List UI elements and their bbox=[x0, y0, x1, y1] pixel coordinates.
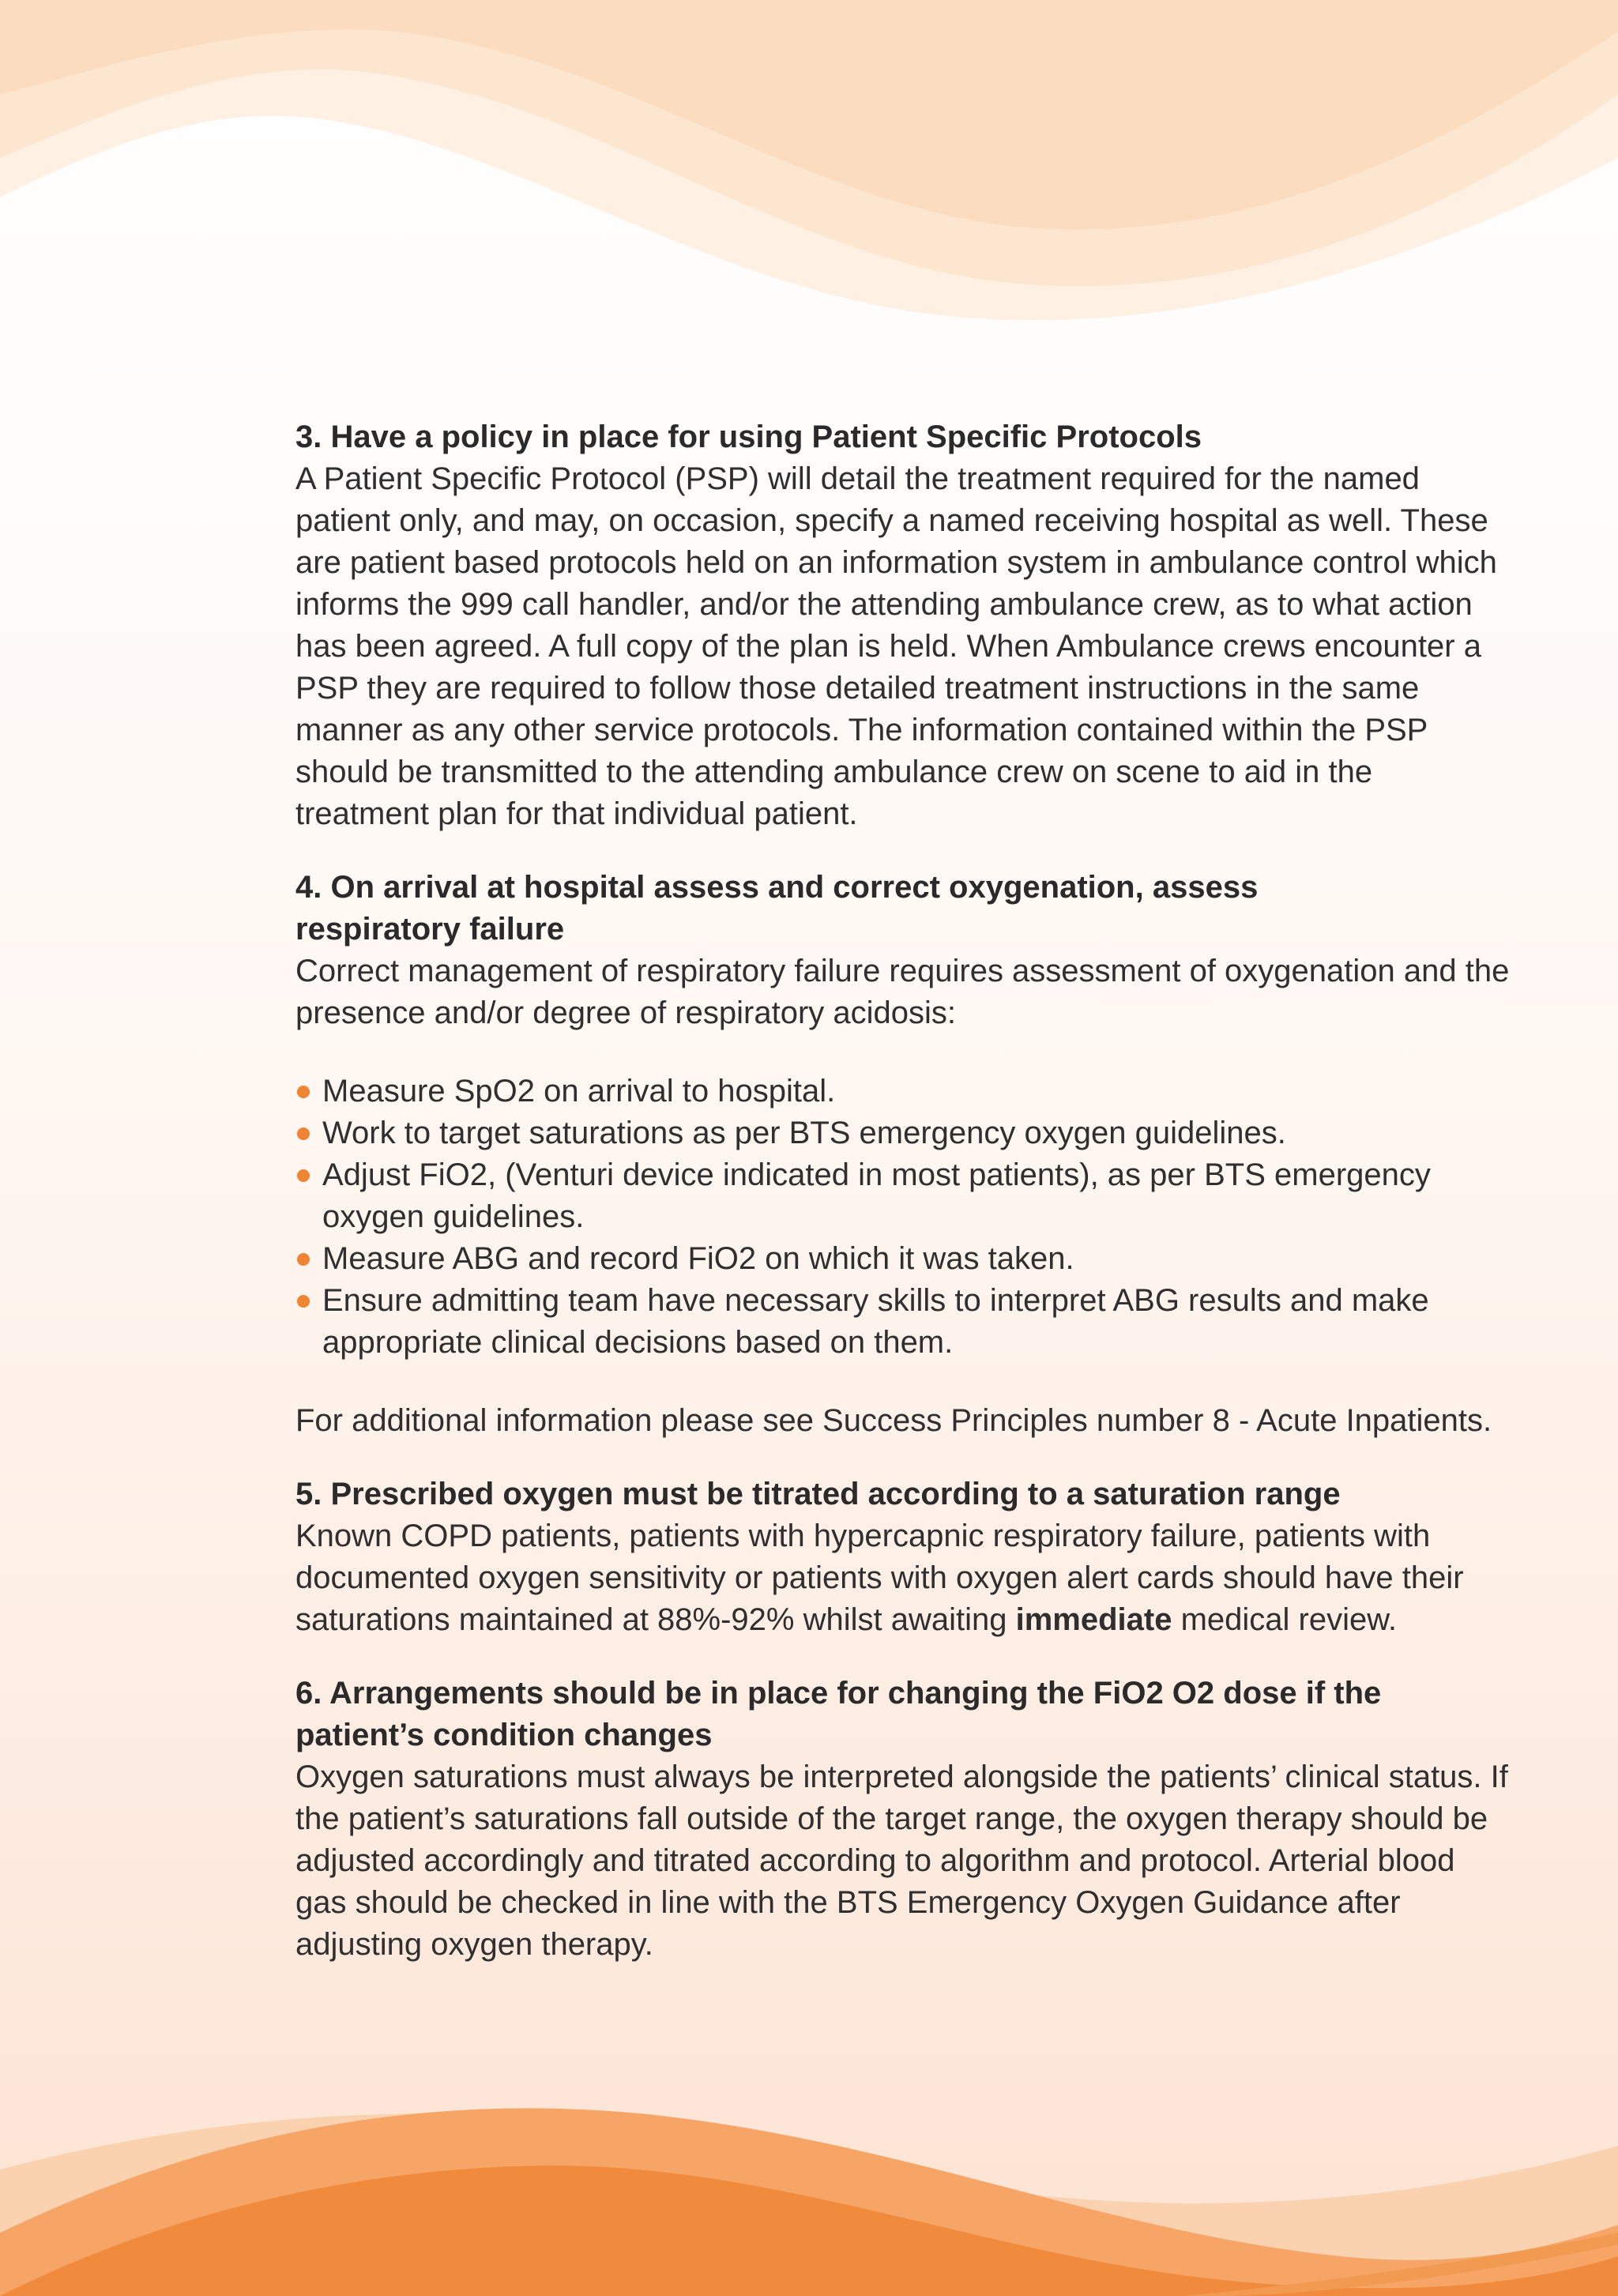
list-item-text: Measure ABG and record FiO2 on which it was taken. bbox=[322, 1241, 1074, 1276]
section-5-body-start: Known COPD patients, patients with hypercapnic respiratory failure, patients with documented oxygen sensitivity or patients with oxygen alert cards should have their saturations maintained at 88%-92% whilst awaiting bbox=[295, 1519, 1464, 1637]
section-6-body: Oxygen saturations must always be interpreted alongside the patients’ clinical status. If the patient’s saturations fall outside of the target range, the oxygen therapy should be adjusted accordingly and titrated according to algorithm and protocol. Arterial blood gas should be checked in line with the BTS Emergency Oxygen Guidance after adjusting oxygen therapy. bbox=[295, 1760, 1508, 1962]
section-5-emphasis: immediate bbox=[1015, 1602, 1172, 1637]
list-item-text: Ensure admitting team have necessary skills to interpret ABG results and make appropriate clinical decisions based on them. bbox=[322, 1283, 1429, 1360]
section-6-heading bbox=[295, 1673, 1512, 1756]
section-4-note: For additional information please see Success Principles number 8 - Acute Inpatients. bbox=[295, 1403, 1492, 1438]
list-item bbox=[295, 1112, 1512, 1154]
section-5 bbox=[295, 1474, 1512, 1641]
bullet-dot-icon bbox=[297, 1086, 310, 1098]
section-5-body-end: medical review. bbox=[1172, 1602, 1398, 1637]
list-item bbox=[295, 1154, 1512, 1238]
section-4-heading-line1: 4. On arrival at hospital assess and correct oxygenation, assess bbox=[295, 870, 1259, 905]
section-4-bullet-list bbox=[295, 1071, 1512, 1364]
section-3-body: A Patient Specific Protocol (PSP) will detail the treatment required for the named patient only, and may, on occasion, specify a named receiving hospital as well. These are patient based protocols held on an information system in ambulance control which informs the 999 call handler, and/or the attending ambulance crew, as to what action has been agreed. A full copy of the plan is held. When Ambulance crews encounter a PSP they are required to follow those detailed treatment instructions in the same manner as any other service protocols. The information contained within the PSP should be transmitted to the attending ambulance crew on scene to aid in the treatment plan for that individual patient. bbox=[295, 461, 1497, 831]
list-item-text: Measure SpO2 on arrival to hospital. bbox=[322, 1074, 836, 1108]
section-4-body: Correct management of respiratory failure requires assessment of oxygenation and the presence and/or degree of respiratory acidosis: bbox=[295, 954, 1510, 1030]
section-6-heading-line2: patient’s condition changes bbox=[295, 1718, 713, 1752]
bullet-dot-icon bbox=[297, 1253, 310, 1266]
bullet-dot-icon bbox=[297, 1127, 310, 1140]
list-item bbox=[295, 1280, 1512, 1364]
bottom-wave-decoration bbox=[0, 1996, 1618, 2296]
top-wave-decoration bbox=[0, 0, 1618, 379]
bullet-dot-icon bbox=[297, 1169, 310, 1182]
section-6-heading-line1: 6. Arrangements should be in place for changing the FiO2 O2 dose if the bbox=[295, 1676, 1382, 1711]
section-3 bbox=[295, 416, 1512, 835]
document-body bbox=[295, 416, 1512, 1997]
section-4-heading-line2: respiratory failure bbox=[295, 912, 565, 947]
section-6 bbox=[295, 1673, 1512, 1966]
section-5-body bbox=[295, 1515, 1512, 1641]
list-item bbox=[295, 1238, 1512, 1280]
list-item-text: Work to target saturations as per BTS emergency oxygen guidelines. bbox=[322, 1116, 1286, 1150]
list-item bbox=[295, 1071, 1512, 1112]
section-4 bbox=[295, 867, 1512, 1442]
list-item-text: Adjust FiO2, (Venturi device indicated in most patients), as per BTS emergency oxygen guidelines. bbox=[322, 1157, 1431, 1234]
section-4-heading bbox=[295, 867, 1512, 950]
bullet-dot-icon bbox=[297, 1295, 310, 1308]
section-3-heading: 3. Have a policy in place for using Patient Specific Protocols bbox=[295, 420, 1202, 454]
section-5-heading: 5. Prescribed oxygen must be titrated according to a saturation range bbox=[295, 1477, 1341, 1511]
